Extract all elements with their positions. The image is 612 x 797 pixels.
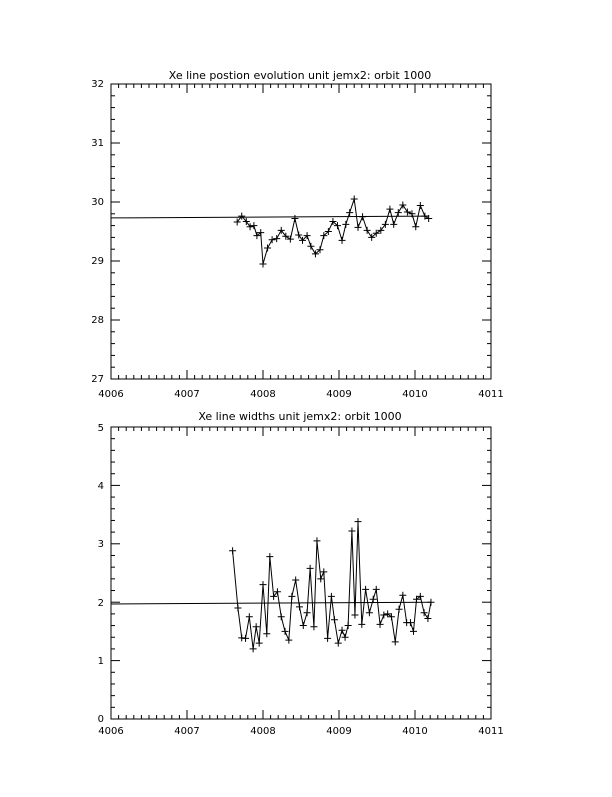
y-tick-label: 32	[91, 79, 104, 90]
x-tick-label: 4010	[402, 389, 428, 400]
y-tick-label: 27	[91, 374, 104, 385]
x-tick-label: 4008	[250, 726, 276, 737]
y-tick-label: 4	[97, 481, 104, 492]
x-tick-label: 4009	[326, 726, 352, 737]
width-chart-title: Xe line widths unit jemx2: orbit 1000	[198, 410, 402, 423]
x-tick-label: 4007	[174, 726, 200, 737]
x-tick-label: 4007	[174, 389, 200, 400]
x-tick-label: 4006	[98, 726, 124, 737]
y-tick-label: 29	[91, 256, 104, 267]
y-tick-label: 28	[91, 315, 104, 326]
y-tick-label: 5	[97, 423, 104, 434]
x-tick-label: 4011	[478, 726, 504, 737]
y-tick-label: 1	[97, 656, 104, 667]
x-tick-label: 4009	[326, 389, 352, 400]
position-chart-title: Xe line postion evolution unit jemx2: orbit 1000	[168, 69, 432, 82]
x-tick-label: 4011	[478, 389, 504, 400]
y-tick-label: 30	[91, 197, 104, 208]
x-tick-label: 4006	[98, 389, 124, 400]
y-tick-label: 3	[97, 539, 104, 550]
y-tick-label: 0	[97, 714, 104, 725]
y-tick-label: 31	[91, 138, 104, 149]
y-tick-label: 2	[97, 598, 104, 609]
x-tick-label: 4008	[250, 389, 276, 400]
x-tick-label: 4010	[402, 726, 428, 737]
